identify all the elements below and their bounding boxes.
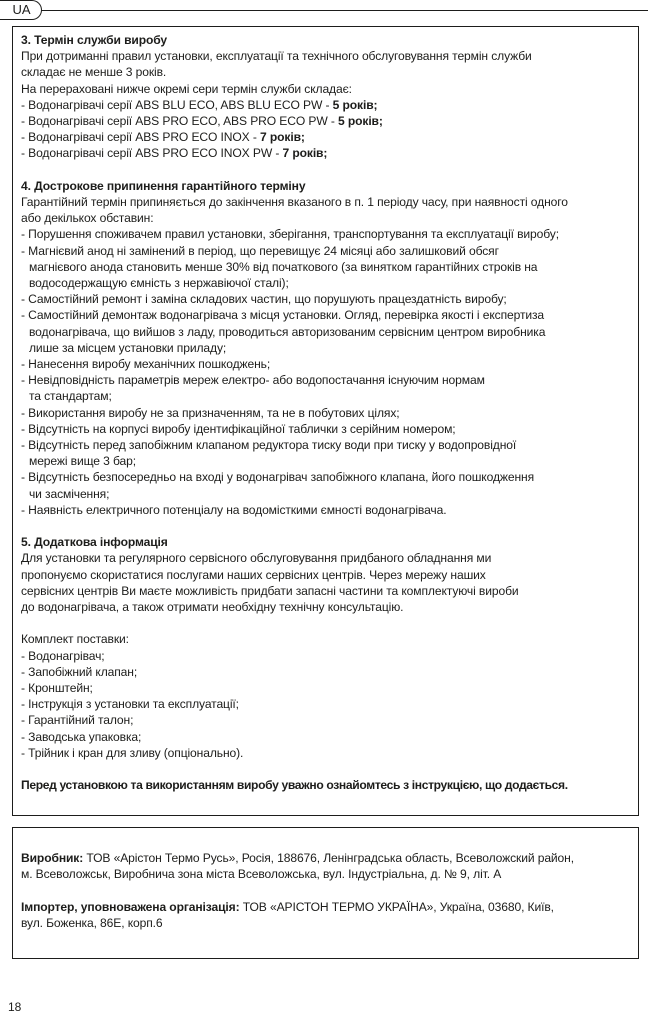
termination-condition-cont: чи засмічення; — [29, 486, 110, 501]
section5-paragraph-line: Для установки та регулярного сервісного обслуговування придбаного обладнання ми — [21, 551, 492, 566]
termination-condition: - Невідповідність параметрів мереж електро- або водопостачання існуючим нормам — [21, 373, 485, 388]
importer-line — [21, 899, 632, 915]
section3-intro-line: складає не менше 3 років. — [21, 65, 167, 80]
section3-intro-line: При дотриманні правил установки, експлуатації та технічного обслуговування термін служби — [21, 49, 532, 64]
termination-condition: - Магнієвий анод ні замінений в період, що перевищує 24 місяці або залишковий обсяг — [21, 243, 499, 258]
kit-item: - Трійник і кран для зливу (опціонально). — [21, 745, 244, 760]
service-life-series: - Водонагрівачі серії ABS PRO ECO, ABS PRO ECO PW - — [21, 114, 338, 129]
section4-title: 4. Дострокове припинення гарантійного терміну — [21, 178, 306, 193]
kit-title: Комплект поставки: — [21, 632, 129, 647]
termination-condition: - Самостійний демонтаж водонагрівача з місця установки. Огляд, перевірка якості і експертиза — [21, 308, 545, 323]
kit-item: - Кронштейн; — [21, 681, 93, 696]
spacer — [21, 162, 632, 178]
service-life-item — [21, 97, 632, 113]
termination-condition: - Порушення споживачем правил установки, зберігання, транспортування та експлуатації виробу; — [21, 227, 559, 242]
service-life-series: - Водонагрівачі серії ABS BLU ECO, ABS BLU ECO PW - — [21, 97, 333, 112]
section5-paragraph-line: сервісних центрів Ви маєте можливість придбати запасні частини та комплектуючі вироби — [21, 583, 519, 598]
service-life-years: 7 років; — [260, 130, 305, 145]
termination-condition: - Відсутність безпосередньо на вході у водонагрівач запобіжного клапана, його пошкодження — [21, 470, 535, 485]
importer-address-cont: вул. Боженка, 86Е, корп.6 — [21, 915, 163, 930]
termination-condition-cont: водосодержащую ємність з нержавіючої сталі); — [29, 276, 289, 291]
termination-condition: - Використання виробу не за призначенням, та не в побутових цілях; — [21, 405, 400, 420]
termination-condition-cont: та стандартам; — [29, 389, 112, 404]
termination-condition: - Відсутність перед запобіжним клапаном редуктора тиску води при тиску у водопровідної — [21, 438, 517, 453]
service-life-series: - Водонагрівачі серії ABS PRO ECO INOX - — [21, 130, 261, 145]
manufacturer-info-box — [12, 827, 639, 959]
service-life-series: - Водонагрівачі серії ABS PRO ECO INOX PW - — [21, 146, 283, 161]
kit-item: - Гарантійний талон; — [21, 713, 134, 728]
termination-condition: - Наявність електричного потенціалу на водомісткими ємності водонагрівача. — [21, 502, 447, 517]
service-life-years: 5 років; — [338, 114, 383, 129]
spacer — [21, 882, 632, 898]
page-number: 18 — [8, 1000, 22, 1014]
language-badge: UA — [0, 0, 42, 20]
kit-item: - Заводська упаковка; — [21, 729, 142, 744]
service-life-item — [21, 145, 632, 161]
spacer — [21, 615, 632, 631]
spacer — [21, 761, 632, 777]
usage-warning: Перед установкою та використанням виробу уважно ознайомтесь з інструкцією, що додається. — [21, 778, 568, 793]
section5-title: 5. Додаткова інформація — [21, 535, 168, 550]
service-life-item — [21, 129, 632, 145]
section5-paragraph-line: до водонагрівача, а також отримати необхідну технічну консультацію. — [21, 600, 404, 615]
section4-intro-line: Гарантійний термін припиняється до закінчення вказаного в п. 1 періоду часу, при наявності одного — [21, 195, 568, 210]
section3-series-intro: На перераховані нижче окремі сери термін служби складає: — [21, 81, 352, 96]
termination-condition-cont: лише за місцем установки приладу; — [29, 340, 227, 355]
spacer — [21, 518, 632, 534]
service-life-years: 5 років; — [332, 97, 378, 112]
termination-condition-cont: мережі вище 3 бар; — [29, 454, 136, 469]
kit-item: - Інструкція з установки та експлуатації; — [21, 697, 239, 712]
termination-condition: - Відсутність на корпусі виробу ідентифікаційної таблички з серійним номером; — [21, 421, 456, 436]
warranty-terms-box — [12, 26, 639, 816]
section3-title: 3. Термін служби виробу — [21, 33, 168, 47]
service-life-years: 7 років; — [282, 146, 328, 161]
section5-paragraph-line: пропонуємо скористатися послугами наших сервісних центрів. Через мережу наших — [21, 567, 486, 582]
importer-address: ТОВ «АРІСТОН ТЕРМО УКРАЇНА», Україна, 03680, Київ, — [239, 899, 554, 914]
manufacturer-label: Виробник: — [21, 851, 84, 865]
section4-intro-line: або декількох обставин: — [21, 211, 154, 226]
importer-label: Імпортер, уповноважена організація: — [21, 899, 240, 914]
termination-condition-cont: магнієвого анода становить менше 30% від початкового (за винятком гарантійних строків на — [29, 259, 538, 274]
manufacturer-line — [21, 850, 632, 866]
termination-condition-cont: водонагрівача, що вийшов з ладу, проводиться авторизованим сервісним центром виробника — [29, 324, 546, 339]
kit-item: - Запобіжний клапан; — [21, 664, 138, 679]
manufacturer-address-cont: м. Всеволожськ, Виробнича зона міста Всеволожська, вул. Індустріальна, д. № 9, літ. А — [21, 867, 502, 882]
kit-item: - Водонагрівач; — [21, 648, 105, 663]
termination-condition: - Самостійний ремонт і заміна складових частин, що порушують працездатність виробу; — [21, 292, 507, 307]
header-rule — [0, 10, 648, 11]
service-life-item — [21, 113, 632, 129]
termination-condition: - Нанесення виробу механічних пошкоджень; — [21, 357, 271, 372]
manufacturer-address: ТОВ «Арістон Термо Русь», Росія, 188676, Ленінградська область, Всеволожский район, — [83, 851, 574, 865]
